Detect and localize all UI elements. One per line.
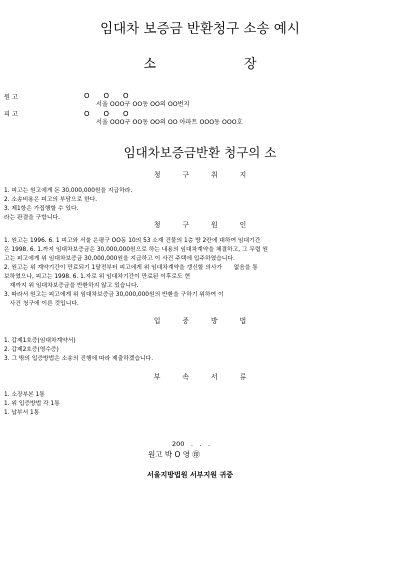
case-title: 임대차보증금반환 청구의 소 (123, 145, 277, 160)
attachment-line: 1. 소장부본 1통 (4, 392, 45, 398)
cause-line: 보하였으나, 피고는 1998. 6. 1.자로 위 임대차기간이 만료된 이후로도 현 (4, 274, 191, 280)
court-addressee: 서울지방법원 서부지원 귀중 (147, 471, 234, 479)
evidence-line: 1. 갑제1호증(임대차계약서) (4, 338, 76, 344)
evidence-line: 2. 갑제2호증(영수증) (4, 347, 59, 353)
cause-heading (0, 222, 400, 230)
claim-heading-char: 구 (182, 171, 189, 179)
attachments-heading (0, 374, 400, 382)
plaintiff-name: O O O (84, 92, 129, 100)
evidence-heading (0, 318, 400, 326)
filing-date: 200 . . . (172, 440, 211, 448)
claim-heading-char: 청 (153, 171, 161, 179)
evidence-body (4, 337, 396, 364)
defendant-name: O O O (84, 110, 129, 118)
evidence-heading-char: 입 (153, 317, 161, 325)
cause-body (4, 237, 396, 309)
cause-line: 고는 피고에게 위 임대차보증금 30,000,000원을 지급하고 이 사건 주택에 입주하였습니다. (4, 256, 235, 262)
attachment-line: 1. 위 입증방법 각 1통 (4, 401, 60, 407)
claim-line: 라는 판결을 구합니다. (4, 215, 60, 221)
cause-heading-char: 원 (211, 221, 218, 229)
claim-line: 2. 소송비용은 피고의 부담으로 한다. (4, 197, 98, 203)
evidence-heading-char: 방 (211, 317, 218, 325)
plaintiff-signature: 원고 박 O 영 ㊞ (148, 450, 200, 459)
claim-heading-char: 지 (239, 171, 247, 179)
attachments-heading-char: 부 (153, 373, 161, 381)
claim-heading-char: 취 (211, 171, 218, 179)
cause-heading-char: 인 (239, 221, 247, 229)
plaintiff-label: 원 고 (4, 94, 18, 101)
cause-heading-char: 구 (182, 221, 189, 229)
cause-line: 은 1998. 6. 1.까지 임대차보증금은 30,000,000원으로 하는 내용의 임대차계약을 체결하고, 그 무렵 원 (4, 247, 268, 253)
attachments-heading-char: 속 (182, 373, 189, 381)
attachments-heading-char: 류 (239, 373, 247, 381)
cause-line: 사건 청구에 이른 것입니다. (4, 301, 79, 307)
cause-line: 3. 따라서 원고는 피고에게 위 임대차보증금 30,000,000원의 반환을 구하기 위하여 이 (4, 292, 224, 298)
cause-heading-char: 청 (153, 221, 161, 229)
evidence-heading-char: 법 (239, 317, 247, 325)
defendant-label: 피 고 (4, 111, 18, 118)
attachments-heading-char: 서 (211, 373, 218, 381)
complaint-heading (0, 58, 400, 73)
claim-line: 3. 제1항은 가집행할 수 있다. (4, 206, 79, 212)
document-title: 임대차 보증금 반환청구 소송 예시 (100, 21, 300, 37)
claim-line: 1. 피고는 원고에게 돈 30,000,000원을 지급하라. (4, 188, 133, 194)
cause-line: 재까지 위 임대차보증금을 반환하지 않고 있습니다. (4, 283, 139, 289)
evidence-line: 3. 그 밖의 입증방법은 소송의 진행에 따라 제출하겠습니다. (4, 356, 154, 362)
attachment-line: 1. 납부서 1통 (4, 410, 40, 416)
claim-heading (0, 172, 400, 180)
complaint-heading-right: 장 (244, 57, 257, 72)
defendant-address: 서울 OOO구 OO동 OO의 OO 아파트 OOO동 OOO호 (96, 119, 243, 126)
plaintiff-address: 서울 OOO구 OO동 OO의 OO번지 (96, 101, 190, 108)
cause-line: 1. 원고는 1996. 6. 1 피고와 서울 은평구 OO동 10의 53 소재 건물의 1층 방 2칸에 대하여 임대기간 (4, 238, 261, 244)
claim-body (4, 187, 396, 223)
complaint-heading-left: 소 (143, 57, 156, 72)
evidence-heading-char: 증 (182, 317, 189, 325)
attachments-body (4, 391, 396, 418)
cause-line: 2. 원고는 위 계약기간이 만료되기 1달전부터 피고에게 위 임대차계약을 갱신할 의사가 없음을 통 (4, 265, 258, 271)
